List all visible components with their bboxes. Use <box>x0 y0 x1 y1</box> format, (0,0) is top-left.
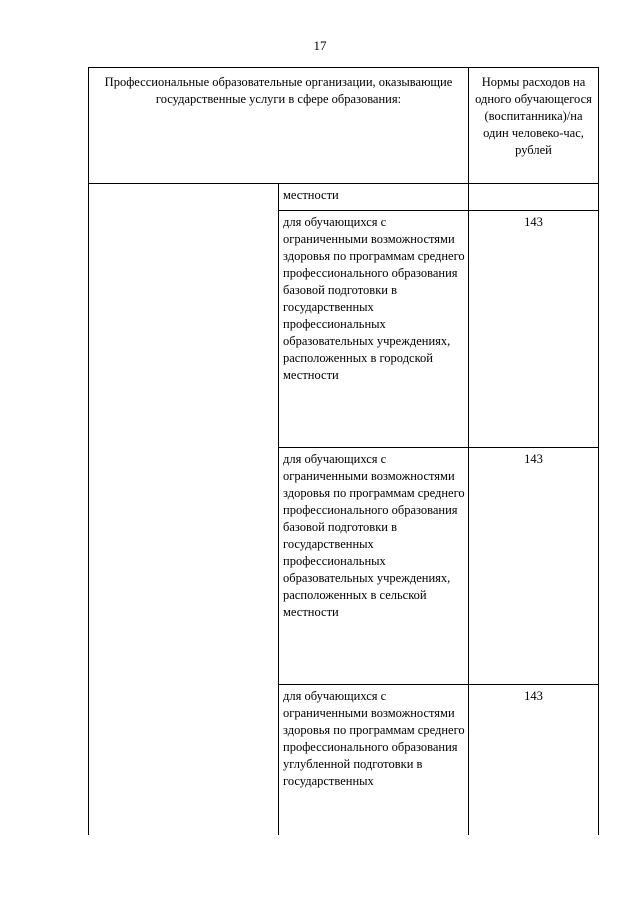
organization-type-cell <box>89 184 279 835</box>
row-norm-value: 143 <box>469 448 599 685</box>
organizations-header: Профессиональные образовательные организации, оказывающие государственные услуги в сфере образования: <box>89 68 469 184</box>
page-number: 17 <box>313 38 327 53</box>
row-norm-value: 143 <box>469 211 599 448</box>
row-description: местности <box>279 184 469 211</box>
row-norm-value: 143 <box>469 685 599 835</box>
row-description: для обучающихся с ограниченными возможностями здоровья по программам среднего профессионального образования углубленной подготовки в государственных <box>279 685 469 835</box>
table-header-row <box>89 68 599 184</box>
table-row <box>89 184 599 211</box>
row-norm-value <box>469 184 599 211</box>
expense-norms-table <box>88 67 599 835</box>
norms-header: Нормы расходов на одного обучающегося (воспитанника)/на один человеко-час, рублей <box>469 68 599 184</box>
row-description: для обучающихся с ограниченными возможностями здоровья по программам среднего профессионального образования базовой подготовки в государственных профессиональных образовательных учреждениях, расположенных в городской местности <box>279 211 469 448</box>
row-description: для обучающихся с ограниченными возможностями здоровья по программам среднего профессионального образования базовой подготовки в государственных профессиональных образовательных учреждениях, расположенных в сельской местности <box>279 448 469 685</box>
